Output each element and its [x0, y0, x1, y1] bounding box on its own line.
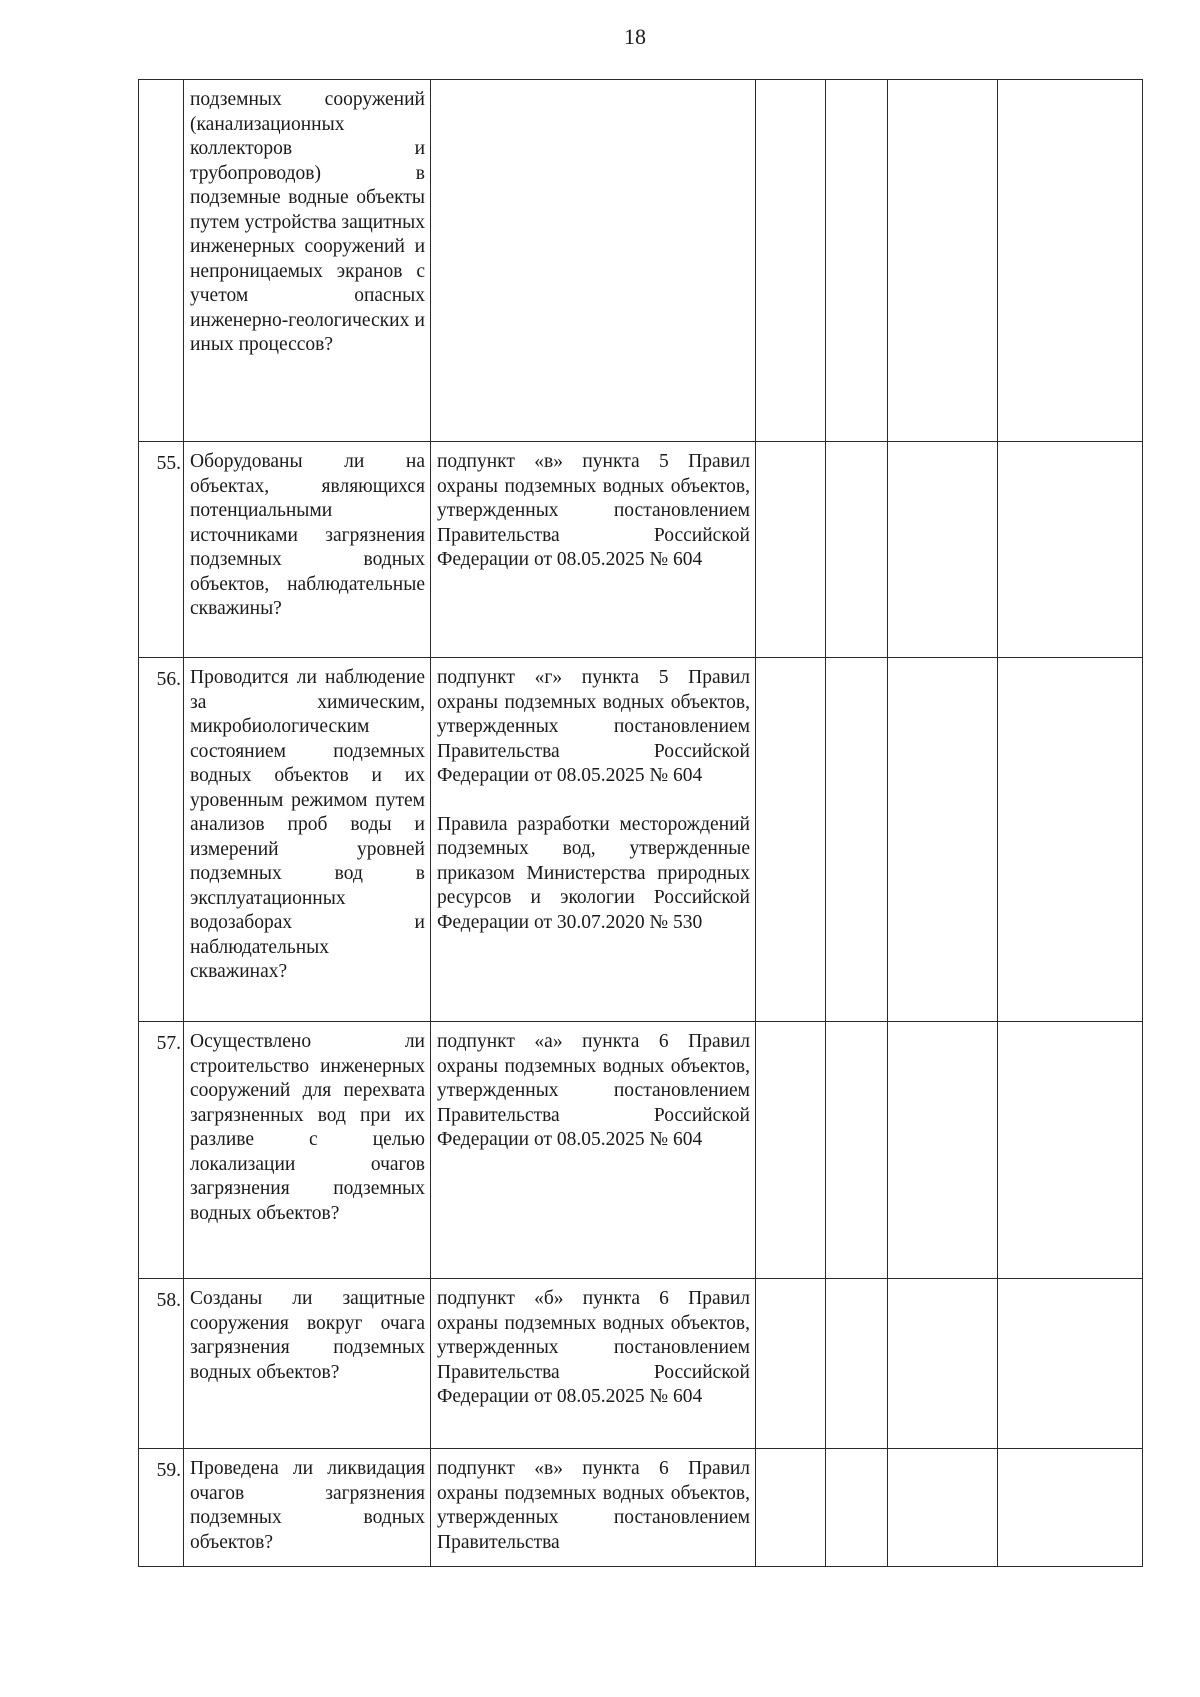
note-cell	[998, 658, 1143, 1022]
answer-no-cell	[826, 1449, 888, 1567]
answer-yes-cell	[756, 1449, 826, 1567]
legal-reference-cell	[431, 1022, 756, 1279]
answer-no-cell	[826, 80, 888, 442]
answer-yes-cell	[756, 658, 826, 1022]
question-cell	[184, 1279, 431, 1449]
row-number: 58.	[139, 1279, 184, 1449]
answer-yes-cell	[756, 80, 826, 442]
row-number	[139, 80, 184, 442]
answer-na-cell	[888, 1279, 998, 1449]
question-text: подземных сооружений (канализационных коллекторов и трубопроводов) в подземные водные объекты путем устройства защитных инженерных сооружений и непроницаемых экранов с учетом опасных инженерно-геологических и иных процессов?	[190, 89, 425, 355]
table-row	[139, 658, 1143, 1022]
table-row	[139, 1449, 1143, 1567]
legal-reference-cell	[431, 80, 756, 442]
question-text: Созданы ли защитные сооружения вокруг очага загрязнения подземных водных объектов?	[190, 1288, 425, 1383]
answer-na-cell	[888, 80, 998, 442]
question-text: Проводится ли наблюдение за химическим, микробиологическим состоянием подземных водных объектов и их уровенным режимом путем анализов проб воды и измерений уровней подземных вод в эксплуатационных водозаборах и наблюдательных скважинах?	[190, 667, 425, 982]
legal-reference-text: подпункт «б» пункта 6 Правил охраны подземных водных объектов, утвержденных постановлением Правительства Российской Федерации от 08.05.2025 № 604	[437, 1288, 750, 1407]
row-number: 59.	[139, 1449, 184, 1567]
question-text: Проведена ли ликвидация очагов загрязнения подземных водных объектов?	[190, 1458, 425, 1553]
legal-reference-cell	[431, 1279, 756, 1449]
answer-no-cell	[826, 1279, 888, 1449]
row-number: 57.	[139, 1022, 184, 1279]
legal-reference-cell	[431, 442, 756, 658]
question-cell	[184, 442, 431, 658]
row-number: 55.	[139, 442, 184, 658]
answer-no-cell	[826, 442, 888, 658]
note-cell	[998, 1449, 1143, 1567]
legal-reference-text: подпункт «г» пункта 5 Правил охраны подземных водных объектов, утвержденных постановлением Правительства Российской Федерации от 08.05.2025 № 604	[437, 667, 750, 786]
answer-yes-cell	[756, 1279, 826, 1449]
legal-reference-text: подпункт «а» пункта 6 Правил охраны подземных водных объектов, утвержденных постановлением Правительства Российской Федерации от 08.05.2025 № 604	[437, 1031, 750, 1150]
answer-na-cell	[888, 658, 998, 1022]
question-cell	[184, 80, 431, 442]
note-cell	[998, 1279, 1143, 1449]
question-text: Осуществлено ли строительство инженерных сооружений для перехвата загрязненных вод при их разливе с целью локализации очагов загрязнения подземных водных объектов?	[190, 1031, 425, 1224]
question-cell	[184, 658, 431, 1022]
answer-no-cell	[826, 658, 888, 1022]
page-number: 18	[624, 24, 646, 49]
legal-reference-text: Правила разработки месторождений подземных вод, утвержденные приказом Министерства природных ресурсов и экологии Российской Федерации от 30.07.2020 № 530	[437, 813, 750, 933]
legal-reference-text: подпункт «в» пункта 6 Правил охраны подземных водных объектов, утвержденных постановлением Правительства	[437, 1458, 750, 1553]
row-number: 56.	[139, 658, 184, 1022]
note-cell	[998, 1022, 1143, 1279]
table-row	[139, 1279, 1143, 1449]
checklist-table	[138, 79, 1143, 1567]
answer-na-cell	[888, 1449, 998, 1567]
note-cell	[998, 80, 1143, 442]
answer-na-cell	[888, 442, 998, 658]
legal-reference-cell	[431, 1449, 756, 1567]
answer-yes-cell	[756, 1022, 826, 1279]
answer-yes-cell	[756, 442, 826, 658]
legal-reference-cell	[431, 658, 756, 1022]
question-cell	[184, 1449, 431, 1567]
legal-reference-text: подпункт «в» пункта 5 Правил охраны подземных водных объектов, утвержденных постановлением Правительства Российской Федерации от 08.05.2025 № 604	[437, 451, 750, 570]
table-row	[139, 80, 1143, 442]
question-cell	[184, 1022, 431, 1279]
table-row	[139, 442, 1143, 658]
note-cell	[998, 442, 1143, 658]
answer-no-cell	[826, 1022, 888, 1279]
answer-na-cell	[888, 1022, 998, 1279]
table-row	[139, 1022, 1143, 1279]
question-text: Оборудованы ли на объектах, являющихся потенциальными источниками загрязнения подземных водных объектов, наблюдательные скважины?	[190, 451, 425, 619]
